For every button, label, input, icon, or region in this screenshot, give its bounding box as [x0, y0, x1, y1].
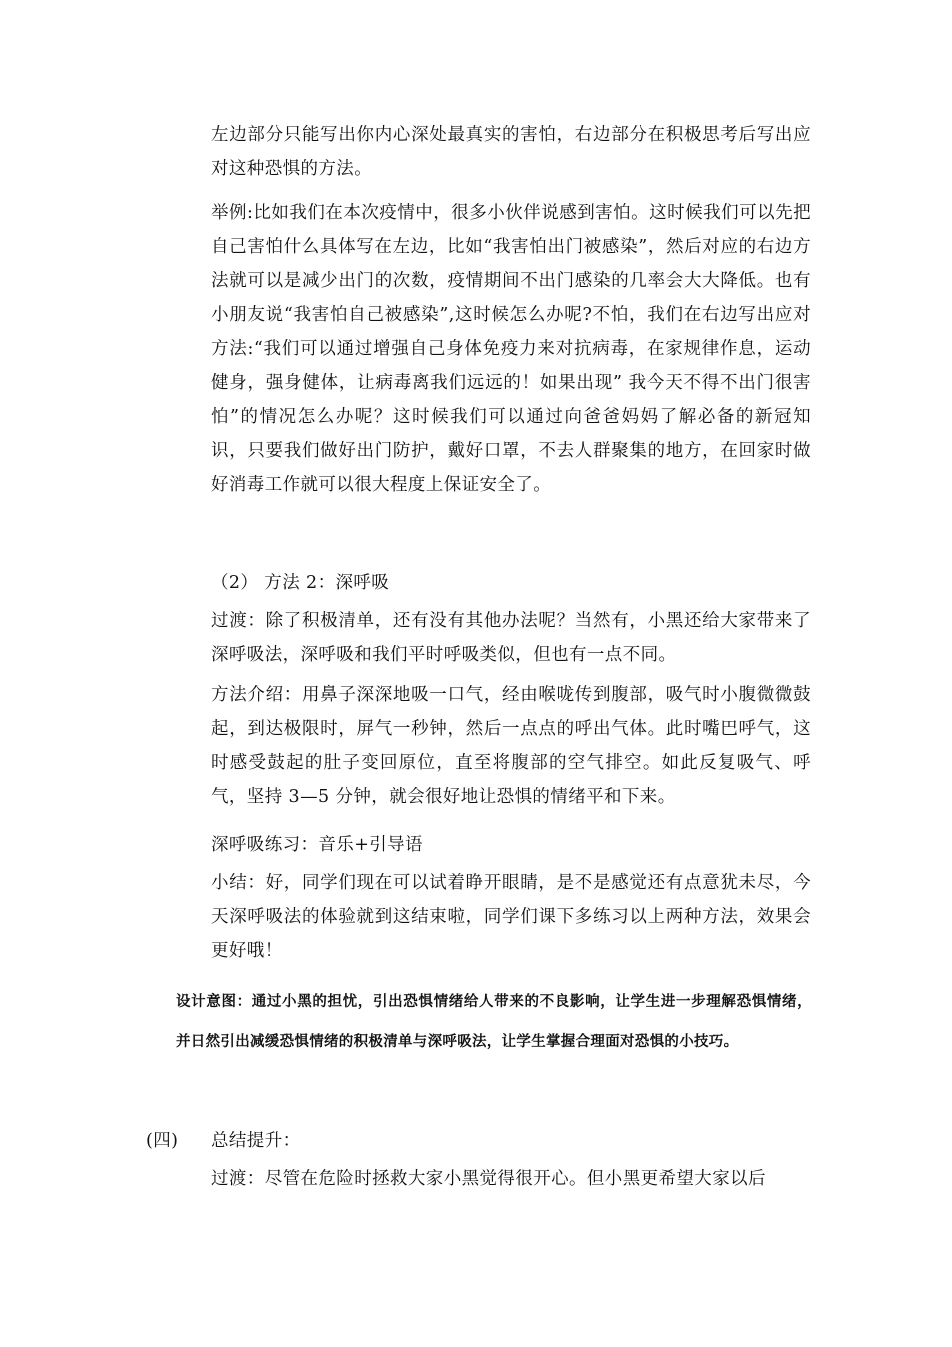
- paragraph-summary: 小结：好，同学们现在可以试着睁开眼睛，是不是感觉还有点意犹未尽，今天深呼吸法的体验就到这结束啦，同学们课下多练习以上两种方法，效果会更好哦！: [211, 873, 811, 961]
- paragraph-method-intro: 方法介绍：用鼻子深深地吸一口气，经由喉咙传到腹部，吸气时小腹微微鼓起，到达极限时，屏气一秒钟，然后一点点的呼出气体。此时嘴巴呼气，这时感受鼓起的肚子变回原位，直至将腹部的空气排空。如此反复吸气、呼气，坚持 3—5 分钟，就会很好地让恐惧的情绪平和下来。: [211, 685, 811, 807]
- paragraph-example: 举例:比如我们在本次疫情中，很多小伙伴说感到害怕。这时候我们可以先把自己害怕什么具体写在左边，比如“我害怕出门被感染”，然后对应的右边方法就可以是减少出门的次数，疫情期间不出门感染的几率会大大降低。也有小朋友说“我害怕自己被感染”,这时候怎么办呢?不怕，我们在右边写出应对方法:“我们可以通过增强自己身体免疫力来对抗病毒，在家规律作息，运动健身，强身健体，让病毒离我们远远的！如果出现” 我今天不得不出门很害怕”的情况怎么办呢？这时候我们可以通过向爸爸妈妈了解必备的新冠知识，只要我们做好出门防护，戴好口罩，不去人群聚集的地方，在回家时做好消毒工作就可以很大程度上保证安全了。: [211, 203, 811, 495]
- section-heading: [146, 1124, 301, 1158]
- method-2-heading: （2） 方法 2：深呼吸: [211, 573, 390, 593]
- paragraph-final-transition: 过渡：尽管在危险时拯救大家小黑觉得很开心。但小黑更希望大家以后: [211, 1169, 766, 1189]
- paragraph-transition: 过渡：除了积极清单，还有没有其他办法呢？当然有，小黑还给大家带来了深呼吸法，深呼吸和我们平时呼吸类似，但也有一点不同。: [211, 611, 811, 665]
- design-intent: 设计意图：通过小黑的担忧，引出恐惧情绪给人带来的不良影响，让学生进一步理解恐惧情绪，并日然引出减缓恐惧情绪的积极清单与深呼吸法，让学生掌握合理面对恐惧的小技巧。: [176, 994, 812, 1050]
- section-title: 总结提升：: [211, 1131, 301, 1151]
- section-number: (四): [146, 1131, 179, 1151]
- paragraph-list-instructions: 左边部分只能写出你内心深处最真实的害怕，右边部分在积极思考后写出应对这种恐惧的方法。: [211, 125, 811, 179]
- paragraph-practice: 深呼吸练习：音乐+引导语: [211, 835, 423, 855]
